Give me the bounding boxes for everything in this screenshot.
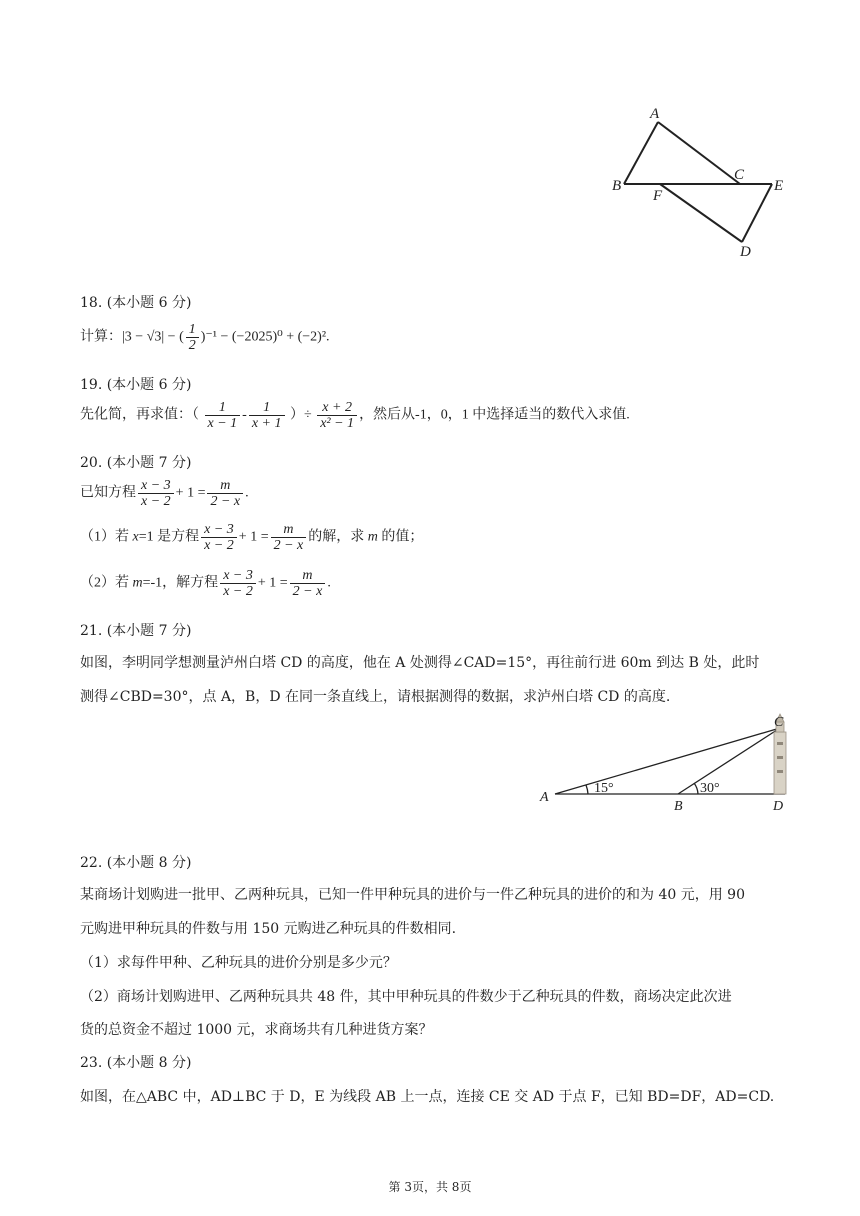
q18-header: 18. (本小题 6 分) xyxy=(80,295,192,311)
sightline-ac xyxy=(555,728,780,794)
q20-rhs-num: m xyxy=(207,478,243,494)
q18-half-den: 2 xyxy=(188,338,196,353)
label-e: E xyxy=(774,178,784,194)
q20-p1-lhs-num: x − 3 xyxy=(201,522,237,538)
q21-text-line2: 测得∠CBD=30°，点 A，B，D 在同一条直线上，请根据测得的数据，求泸州白塔 CD 的高度. xyxy=(80,689,671,705)
angle-arc-b xyxy=(694,783,698,794)
q19-prefix: 先化简，再求值：（ xyxy=(80,407,199,423)
angle-label-15: 15° xyxy=(594,781,614,796)
q20-p1-rhs-den: 2 − x xyxy=(273,538,304,553)
label-d: D xyxy=(740,244,751,260)
q20-lhs xyxy=(138,478,174,509)
q20-p1-a: （1）若 xyxy=(80,529,133,545)
q20-p1-lhs xyxy=(201,522,237,553)
q20-lhs-num: x − 3 xyxy=(138,478,174,494)
q20-p1-b: =1 是方程 xyxy=(138,529,200,545)
q22-part2-line1: （2）商场计划购进甲、乙两种玩具共 48 件，其中甲种玩具的件数少于乙种玩具的件数，商场决定此次进 xyxy=(80,989,732,1005)
q20-p1-rhs-num: m xyxy=(271,522,307,538)
q20-p2-rhs xyxy=(290,568,326,599)
q20-p2-a: （2）若 xyxy=(80,575,133,591)
q20-intro-text: 已知方程 xyxy=(80,485,136,501)
label-c: C xyxy=(734,167,745,183)
q20-p1-c: 的解，求 xyxy=(308,529,368,545)
q20-intro xyxy=(80,478,249,509)
q21-header: 21. (本小题 7 分) xyxy=(80,623,192,639)
q23-header: 23. (本小题 8 分) xyxy=(80,1055,192,1071)
segment-ac xyxy=(658,122,740,184)
q19-frac1 xyxy=(205,400,241,431)
figure-triangles xyxy=(600,100,800,260)
q22-part1: （1）求每件甲种、乙种玩具的进价分别是多少元？ xyxy=(80,955,397,971)
q18-half xyxy=(186,322,199,353)
q20-p2-lhs-den: x − 2 xyxy=(223,584,253,599)
q22-part2-line2: 货的总资金不超过 1000 元，求商场共有几种进货方案？ xyxy=(80,1022,433,1038)
segment-ab xyxy=(624,122,658,184)
q19-f2-den: x + 1 xyxy=(251,416,282,431)
q20-rhs-den: 2 − x xyxy=(210,494,241,509)
q22-text-line2: 元购进甲种玩具的件数与用 150 元购进乙种玩具的件数相同. xyxy=(80,921,457,937)
q19-frac2 xyxy=(249,400,285,431)
q19-frac3 xyxy=(317,400,357,431)
tower-label-d: D xyxy=(773,799,784,814)
q19-f2-num: 1 xyxy=(249,400,285,416)
q20-header: 20. (本小题 7 分) xyxy=(80,455,192,471)
q18-problem xyxy=(80,322,330,353)
angle-arc-a xyxy=(586,785,588,794)
q20-p1-m: m xyxy=(367,529,378,545)
q20-dot: . xyxy=(245,485,249,501)
q20-p2-c: . xyxy=(327,575,331,591)
tower-label-c: C xyxy=(774,715,784,730)
tower-label-b: B xyxy=(674,799,683,814)
label-a: A xyxy=(650,106,660,122)
q18-expr: |3 − √3| − ( xyxy=(122,329,184,345)
q19-close: ）÷ xyxy=(290,407,312,423)
tower-label-a: A xyxy=(540,790,549,805)
q20-p1-plus-one: + 1 = xyxy=(238,529,269,545)
q20-p1-d: 的值； xyxy=(377,529,424,545)
q18-prefix: 计算： xyxy=(80,329,122,345)
q21-text-line1: 如图，李明同学想测量泸州白塔 CD 的高度，他在 A 处测得∠CAD=15°，再往前行进 60m 到达 B 处，此时 xyxy=(80,655,760,671)
q23-text-line1: 如图，在△ABC 中，AD⊥BC 于 D，E 为线段 AB 上一点，连接 CE 交 AD 于点 F，已知 BD=DF，AD=CD. xyxy=(80,1089,775,1105)
q20-p1-rhs xyxy=(271,522,307,553)
q19-f1-den: x − 1 xyxy=(207,416,238,431)
q22-text-line1: 某商场计划购进一批甲、乙两种玩具，已知一件甲种玩具的进价与一件乙种玩具的进价的和为 40 元，用 90 xyxy=(80,887,745,903)
label-b: B xyxy=(612,178,622,194)
q20-lhs-den: x − 2 xyxy=(141,494,171,509)
q20-p1-lhs-den: x − 2 xyxy=(204,538,234,553)
q20-rhs xyxy=(207,478,243,509)
segment-ed xyxy=(742,184,772,242)
q19-f3-num: x + 2 xyxy=(317,400,357,416)
q20-p1-x: x xyxy=(132,529,139,545)
segment-fd xyxy=(660,184,742,242)
angle-label-30: 30° xyxy=(700,781,720,796)
q20-p2-lhs-num: x − 3 xyxy=(220,568,256,584)
q18-expr-tail: )⁻¹ − (−2025)⁰ + (−2)² xyxy=(200,329,327,345)
sightline-bc xyxy=(678,728,780,794)
q19-suffix: ，然后从-1，0，1 中选择适当的数代入求值. xyxy=(359,407,630,423)
q18-half-num: 1 xyxy=(186,322,199,338)
q19-header: 19. (本小题 6 分) xyxy=(80,377,192,393)
q20-p2-rhs-den: 2 − x xyxy=(292,584,323,599)
q20-part1 xyxy=(80,522,423,553)
q19-minus: - xyxy=(242,407,247,423)
q20-p2-b: =-1，解方程 xyxy=(142,575,219,591)
q22-header: 22. (本小题 8 分) xyxy=(80,855,192,871)
q19-f3-den: x² − 1 xyxy=(320,416,355,431)
page-footer: 第 3页，共 8页 xyxy=(388,1180,472,1194)
q20-p2-plus-one: + 1 = xyxy=(257,575,288,591)
q20-p2-lhs xyxy=(220,568,256,599)
q20-p2-m: m xyxy=(132,575,143,591)
q20-p2-rhs-num: m xyxy=(290,568,326,584)
label-f: F xyxy=(653,188,663,204)
figure-tower xyxy=(530,708,800,818)
q19-problem xyxy=(80,400,630,431)
q19-f1-num: 1 xyxy=(205,400,241,416)
q18-end: . xyxy=(326,329,330,345)
q20-plus-one: + 1 = xyxy=(175,485,206,501)
q20-part2 xyxy=(80,568,331,599)
